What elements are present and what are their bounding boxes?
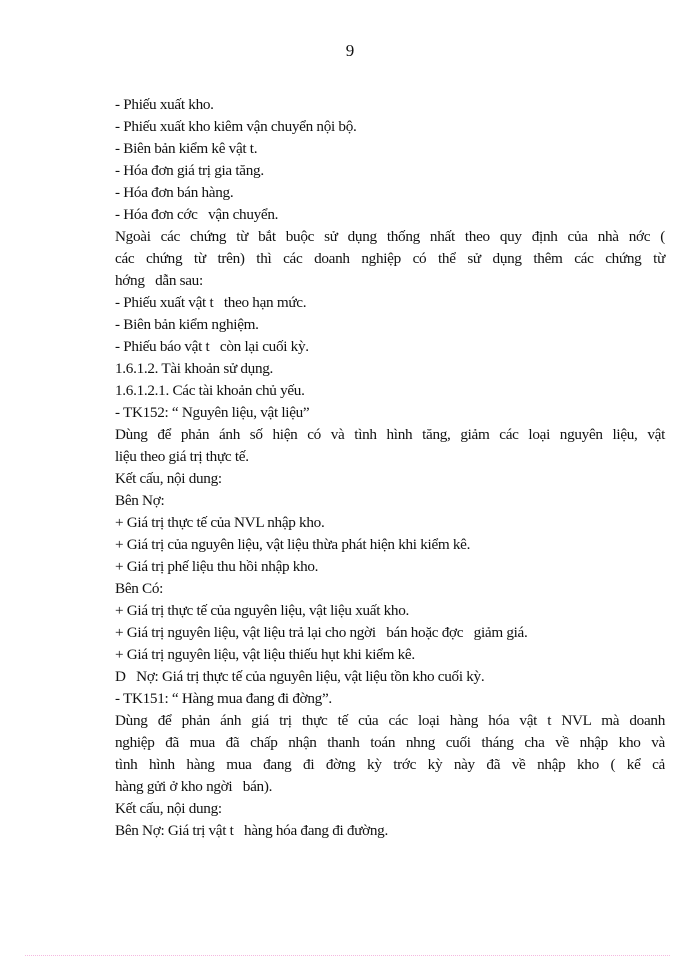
credit-item: + Giá trị thực tế của nguyên liệu, vật liệu xuất kho. xyxy=(115,602,410,619)
credit-item: + Giá trị nguyên liệu, vật liệu trả lại cho ngời bán hoặc đợc giảm giá. xyxy=(115,624,528,641)
paragraph-line: Dùng để phản ánh số hiện có và tình hình tăng, giảm các loại nguyên liệu, vật xyxy=(115,426,665,443)
label-ben-no: Bên Nợ: xyxy=(115,492,165,509)
list-item-hoa-don-ban-hang: - Hóa đơn bán hàng. xyxy=(115,184,234,201)
section-heading-cac-tai-khoan-chu-yeu: 1.6.1.2.1. Các tài khoản chủ yếu. xyxy=(115,382,305,399)
paragraph-line: hớng dẫn sau: xyxy=(115,272,203,289)
paragraph-line: liệu theo giá trị thực tế. xyxy=(115,448,249,465)
paragraph-line: tình hình hàng mua đang đi đờng kỳ trớc kỳ này đã về nhập kho ( kể cả xyxy=(115,756,665,773)
account-heading-tk151: - TK151: “ Hàng mua đang đi đờng”. xyxy=(115,690,332,707)
list-item-phieu-xuat-vat-tu-han-muc: - Phiếu xuất vật t theo hạn mức. xyxy=(115,294,307,311)
label-ben-no: Bên Nợ: Giá trị vật t hàng hóa đang đi đường. xyxy=(115,822,388,839)
page-body xyxy=(115,94,665,842)
credit-item: + Giá trị nguyên liệu, vật liệu thiếu hụt khi kiểm kê. xyxy=(115,646,415,663)
page-number: 9 xyxy=(345,41,355,60)
list-item-hoa-don-cuoc-van-chuyen: - Hóa đơn cớc vận chuyển. xyxy=(115,206,279,223)
paragraph-line: Dùng để phản ánh giá trị thực tế của các loại hàng hóa vật t NVL mà doanh xyxy=(115,712,665,729)
section-heading-tai-khoan-su-dung: 1.6.1.2. Tài khoản sử dụng. xyxy=(115,360,274,377)
debit-item: + Giá trị thực tế của NVL nhập kho. xyxy=(115,514,325,531)
label-ket-cau: Kết cấu, nội dung: xyxy=(115,470,222,487)
list-item-phieu-xuat-kho: - Phiếu xuất kho. xyxy=(115,96,214,113)
label-ben-co: Bên Có: xyxy=(115,580,164,597)
account-heading-tk152: - TK152: “ Nguyên liệu, vật liệu” xyxy=(115,404,310,421)
list-item-phieu-bao-vat-tu: - Phiếu báo vật t còn lại cuối kỳ. xyxy=(115,338,309,355)
page-boundary-divider xyxy=(25,955,670,956)
list-item-bien-ban-kiem-nghiem: - Biên bản kiểm nghiệm. xyxy=(115,316,259,333)
label-ket-cau: Kết cấu, nội dung: xyxy=(115,800,222,817)
paragraph-line: Ngoài các chứng từ bắt buộc sử dụng thống nhất theo quy định của nhà nớc ( xyxy=(115,228,665,245)
list-item-bien-ban-kiem-ke: - Biên bản kiểm kê vật t. xyxy=(115,140,258,157)
list-item-hoa-don-gtgt: - Hóa đơn giá trị gia tăng. xyxy=(115,162,264,179)
balance-line: D Nợ: Giá trị thực tế của nguyên liệu, vật liệu tồn kho cuối kỳ. xyxy=(115,668,485,685)
paragraph-line: các chứng từ trên) thì các doanh nghiệp có thể sử dụng thêm các chứng từ xyxy=(115,250,665,267)
debit-item: + Giá trị phế liệu thu hồi nhập kho. xyxy=(115,558,319,575)
paragraph-line: hàng gửi ở kho ngời bán). xyxy=(115,778,273,795)
list-item-phieu-xuat-kho-kiem-van-chuyen: - Phiếu xuất kho kiêm vận chuyển nội bộ. xyxy=(115,118,357,135)
paragraph-line: nghiệp đã mua đã chấp nhận thanh toán nhng cuối tháng cha về nhập kho và xyxy=(115,734,665,751)
debit-item: + Giá trị của nguyên liệu, vật liệu thừa phát hiện khi kiểm kê. xyxy=(115,536,471,553)
